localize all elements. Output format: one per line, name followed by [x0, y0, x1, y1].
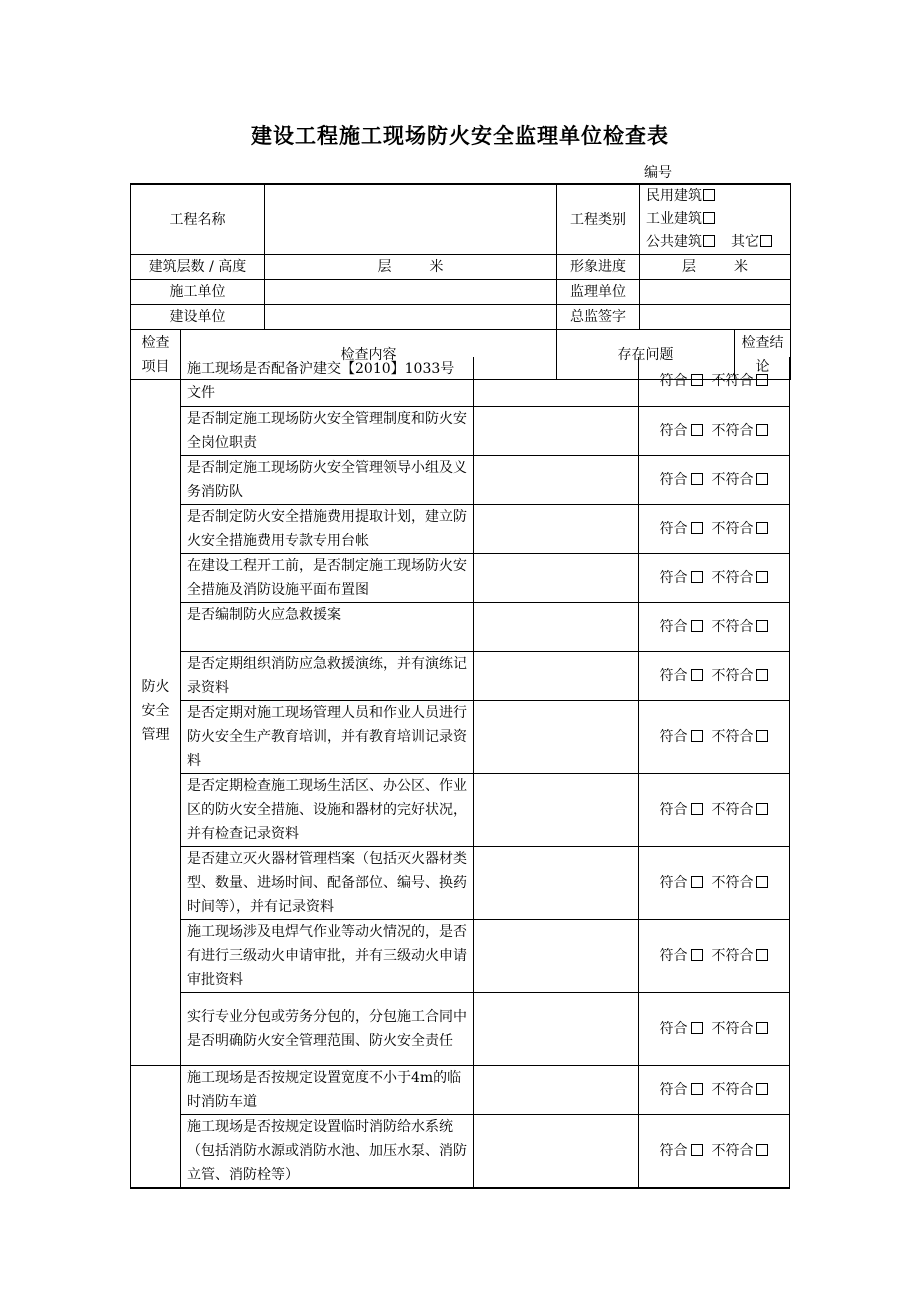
issue-field[interactable] — [474, 357, 639, 406]
table-row — [131, 846, 790, 919]
construction-unit-field[interactable] — [265, 280, 557, 305]
table-row — [131, 773, 790, 846]
issue-field[interactable] — [474, 700, 639, 773]
fail-option[interactable]: 不符合 — [711, 423, 768, 439]
table-row — [131, 651, 790, 700]
fail-option[interactable]: 不符合 — [711, 472, 768, 488]
project-name-row — [131, 184, 791, 255]
fail-option[interactable]: 不符合 — [711, 875, 768, 891]
supervision-unit-label: 监理单位 — [557, 280, 640, 305]
conclusion-options — [639, 846, 790, 919]
fail-option[interactable]: 不符合 — [711, 729, 768, 745]
pass-option[interactable]: 符合 — [660, 875, 703, 891]
category-fire-safety-management: 防火 安全 管理 — [131, 357, 181, 1065]
check-content: 施工现场是否按规定设置宽度不小于4m的临时消防车道 — [181, 1065, 474, 1114]
conclusion-options — [639, 1114, 790, 1188]
category-fire-facilities — [131, 1065, 181, 1188]
supervision-unit-field[interactable] — [640, 280, 791, 305]
conclusion-options — [639, 455, 790, 504]
column-item: 检查 项目 — [131, 330, 181, 380]
inspection-items — [130, 357, 790, 1189]
owner-unit-field[interactable] — [265, 305, 557, 330]
fail-option[interactable]: 不符合 — [711, 1021, 768, 1037]
serial-number-label: 编号 — [644, 165, 672, 181]
conclusion-options — [639, 553, 790, 602]
floors-row — [131, 255, 791, 280]
conclusion-options — [639, 992, 790, 1065]
pass-option[interactable]: 符合 — [660, 1082, 703, 1098]
conclusion-options — [639, 1065, 790, 1114]
table-row — [131, 992, 790, 1065]
check-content: 在建设工程开工前，是否制定施工现场防火安全措施及消防设施平面布置图 — [181, 553, 474, 602]
progress-label: 形象进度 — [557, 255, 640, 280]
pass-option[interactable]: 符合 — [660, 1021, 703, 1037]
pass-option[interactable]: 符合 — [660, 472, 703, 488]
checkbox[interactable] — [703, 212, 715, 224]
owner-unit-row — [131, 305, 791, 330]
check-content: 施工现场是否按规定设置临时消防给水系统（包括消防水源或消防水池、加压水泵、消防立管、消防栓等） — [181, 1114, 474, 1188]
table-row — [131, 504, 790, 553]
issue-field[interactable] — [474, 504, 639, 553]
pass-option[interactable]: 符合 — [660, 668, 703, 684]
fail-option[interactable]: 不符合 — [711, 521, 768, 537]
issue-field[interactable] — [474, 1114, 639, 1188]
issue-field[interactable] — [474, 602, 639, 651]
pass-option[interactable]: 符合 — [660, 802, 703, 818]
table-row — [131, 919, 790, 992]
check-content: 实行专业分包或劳务分包的，分包施工合同中是否明确防火安全管理范围、防火安全责任 — [181, 992, 474, 1065]
conclusion-options — [639, 651, 790, 700]
table-row — [131, 602, 790, 651]
column-content: 检查内容 — [181, 330, 557, 380]
project-type-label: 工程类别 — [557, 184, 640, 255]
checkbox[interactable] — [703, 235, 715, 247]
table-row — [131, 357, 790, 406]
check-content: 是否制定施工现场防火安全管理领导小组及义务消防队 — [181, 455, 474, 504]
option-civil[interactable]: 民用建筑 — [646, 188, 715, 204]
conclusion-options — [639, 773, 790, 846]
issue-field[interactable] — [474, 992, 639, 1065]
conclusion-options — [639, 602, 790, 651]
floors-label: 建筑层数 / 高度 — [131, 255, 265, 280]
check-content: 是否定期检查施工现场生活区、办公区、作业区的防火安全措施、设施和器材的完好状况，并有检查记录资料 — [181, 773, 474, 846]
check-content: 是否定期对施工现场管理人员和作业人员进行防火安全生产教育培训，并有教育培训记录资料 — [181, 700, 474, 773]
pass-option[interactable]: 符合 — [660, 948, 703, 964]
pass-option[interactable]: 符合 — [660, 1143, 703, 1159]
table-row — [131, 406, 790, 455]
pass-option[interactable]: 符合 — [660, 729, 703, 745]
pass-option[interactable]: 符合 — [660, 521, 703, 537]
column-conclusion: 检查结论 — [741, 334, 784, 375]
check-content: 是否编制防火应急救援案 — [181, 602, 474, 651]
issue-field[interactable] — [474, 455, 639, 504]
fail-option[interactable]: 不符合 — [711, 570, 768, 586]
check-content: 施工现场涉及电焊气作业等动火情况的，是否有进行三级动火申请审批，并有三级动火申请审批资料 — [181, 919, 474, 992]
pass-option[interactable]: 符合 — [660, 423, 703, 439]
fail-option[interactable]: 不符合 — [711, 1143, 768, 1159]
conclusion-options — [639, 919, 790, 992]
conclusion-options — [639, 406, 790, 455]
construction-unit-row — [131, 280, 791, 305]
page-title: 建设工程施工现场防火安全监理单位检查表 — [251, 123, 669, 148]
fail-option[interactable]: 不符合 — [711, 668, 768, 684]
option-industrial[interactable]: 工业建筑 — [646, 211, 715, 227]
chief-sign-label: 总监签字 — [557, 305, 640, 330]
checkbox[interactable] — [703, 189, 715, 201]
pass-option[interactable]: 符合 — [660, 619, 703, 635]
issue-field[interactable] — [474, 846, 639, 919]
issue-field[interactable] — [474, 1065, 639, 1114]
floors-field[interactable]: 层 米 — [265, 255, 557, 280]
check-content: 施工现场是否配备沪建交【2010】1033号文件 — [181, 357, 474, 406]
table-row — [131, 455, 790, 504]
option-public[interactable]: 公共建筑 — [646, 234, 715, 250]
project-name-field[interactable] — [265, 184, 557, 255]
owner-unit-label: 建设单位 — [131, 305, 265, 330]
issue-field[interactable] — [474, 553, 639, 602]
issue-field[interactable] — [474, 651, 639, 700]
check-content: 是否制定施工现场防火安全管理制度和防火安全岗位职责 — [181, 406, 474, 455]
pass-option[interactable]: 符合 — [660, 373, 703, 389]
fail-option[interactable]: 不符合 — [711, 1082, 768, 1098]
check-content: 是否建立灭火器材管理档案（包括灭火器材类型、数量、进场时间、配备部位、编号、换药时间等），并有记录资料 — [181, 846, 474, 919]
table-row — [131, 1065, 790, 1114]
issue-field[interactable] — [474, 919, 639, 992]
table-row — [131, 553, 790, 602]
issue-field[interactable] — [474, 773, 639, 846]
construction-unit-label: 施工单位 — [131, 280, 265, 305]
pass-option[interactable]: 符合 — [660, 570, 703, 586]
option-other[interactable]: 其它 — [731, 234, 772, 250]
fail-option[interactable]: 不符合 — [711, 948, 768, 964]
conclusion-options — [639, 700, 790, 773]
chief-sign-field[interactable] — [640, 305, 791, 330]
project-name-label: 工程名称 — [131, 184, 265, 255]
fail-option[interactable]: 不符合 — [711, 802, 768, 818]
table-row — [131, 700, 790, 773]
project-type-options — [640, 184, 791, 255]
fail-option[interactable]: 不符合 — [711, 619, 768, 635]
conclusion-options — [639, 357, 790, 406]
issue-field[interactable] — [474, 406, 639, 455]
check-content: 是否制定防火安全措施费用提取计划，建立防火安全措施费用专款专用台帐 — [181, 504, 474, 553]
inspection-table — [130, 183, 791, 380]
check-content: 是否定期组织消防应急救援演练，并有演练记录资料 — [181, 651, 474, 700]
checkbox[interactable] — [760, 235, 772, 247]
progress-field[interactable]: 层 米 — [640, 255, 791, 280]
table-row — [131, 1114, 790, 1188]
conclusion-options — [639, 504, 790, 553]
fail-option[interactable]: 不符合 — [711, 373, 768, 389]
column-issues: 存在问题 — [557, 330, 735, 379]
